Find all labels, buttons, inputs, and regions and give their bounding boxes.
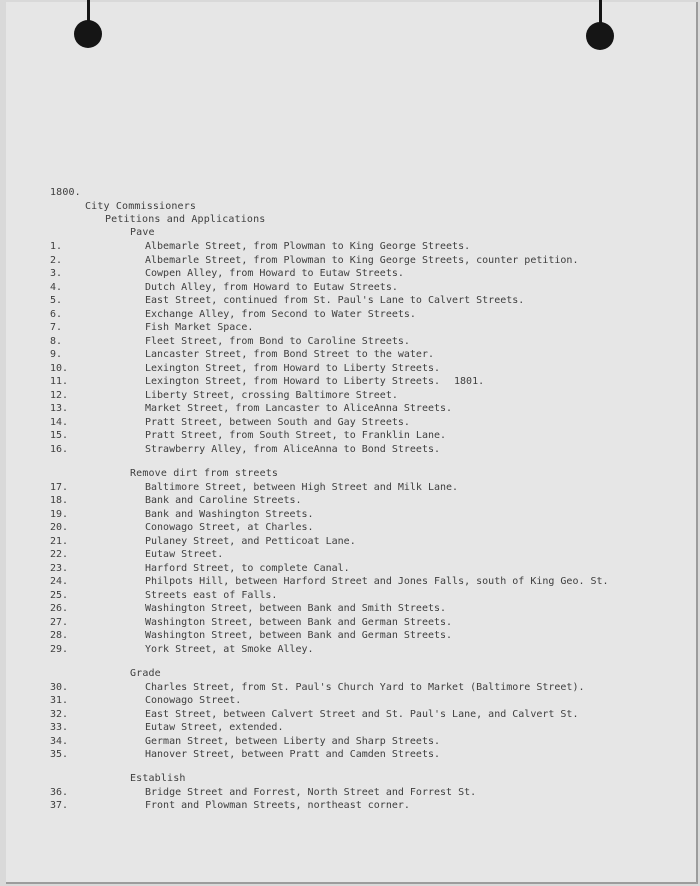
section-title-pave: Pave — [130, 227, 155, 238]
item-text: Pratt Street, from South Street, to Franklin Lane. — [145, 430, 447, 441]
section-title-remove-dirt: Remove dirt from streets — [130, 468, 279, 479]
item-text: Albemarle Street, from Plowman to King George Streets. — [145, 241, 471, 252]
item-text: York Street, at Smoke Alley. — [145, 644, 314, 655]
item-text: Harford Street, to complete Canal. — [145, 563, 350, 574]
item-number: 7. — [50, 322, 63, 333]
item-number: 14. — [50, 417, 69, 428]
item-text-with-note — [145, 375, 484, 388]
item-number: 20. — [50, 522, 69, 533]
item-text: Cowpen Alley, from Howard to Eutaw Streets. — [145, 268, 404, 279]
item-number: 13. — [50, 403, 69, 414]
document-year: 1800. — [50, 187, 81, 198]
document-heading: City Commissioners — [85, 201, 197, 212]
item-text: Lexington Street, from Howard to Liberty Streets. — [145, 363, 441, 374]
item-text: Washington Street, between Bank and German Streets. — [145, 630, 453, 641]
item-text: Streets east of Falls. — [145, 590, 278, 601]
item-text: East Street, between Calvert Street and St. Paul's Lane, and Calvert St. — [145, 709, 579, 720]
item-text: Liberty Street, crossing Baltimore Street. — [145, 390, 398, 401]
item-number: 37. — [50, 800, 69, 811]
item-number: 25. — [50, 590, 69, 601]
item-text: Exchange Alley, from Second to Water Streets. — [145, 309, 416, 320]
item-number: 6. — [50, 309, 63, 320]
item-number: 1. — [50, 241, 63, 252]
item-text: Pulaney Street, and Petticoat Lane. — [145, 536, 356, 547]
item-text: Dutch Alley, from Howard to Eutaw Streets. — [145, 282, 398, 293]
item-text: East Street, continued from St. Paul's Lane to Calvert Streets. — [145, 295, 525, 306]
item-text: Eutaw Street. — [145, 549, 224, 560]
item-text: Pratt Street, between South and Gay Streets. — [145, 417, 410, 428]
item-number: 5. — [50, 295, 63, 306]
punch-hole-left — [74, 20, 102, 48]
item-number: 27. — [50, 617, 69, 628]
section-title-establish: Establish — [130, 773, 186, 784]
item-number: 21. — [50, 536, 69, 547]
item-number: 23. — [50, 563, 69, 574]
item-number: 17. — [50, 482, 69, 493]
item-text: Albemarle Street, from Plowman to King George Streets, counter petition. — [145, 255, 579, 266]
section-title-grade: Grade — [130, 668, 161, 679]
item-number: 35. — [50, 749, 69, 760]
item-number: 28. — [50, 630, 69, 641]
item-number: 11. — [50, 376, 69, 387]
item-year-note: 1801. — [454, 376, 485, 387]
item-number: 18. — [50, 495, 69, 506]
item-number: 22. — [50, 549, 69, 560]
item-text: Washington Street, between Bank and German Streets. — [145, 617, 453, 628]
item-text: German Street, between Liberty and Sharp Streets. — [145, 736, 441, 747]
item-text: Philpots Hill, between Harford Street and Jones Falls, south of King Geo. St. — [145, 576, 609, 587]
item-text: Conowago Street. — [145, 695, 242, 706]
item-text: Fleet Street, from Bond to Caroline Streets. — [145, 336, 410, 347]
item-text: Eutaw Street, extended. — [145, 722, 284, 733]
item-text: Conowago Street, at Charles. — [145, 522, 314, 533]
item-text: Market Street, from Lancaster to AliceAnna Streets. — [145, 403, 453, 414]
item-text: Bridge Street and Forrest, North Street and Forrest St. — [145, 787, 477, 798]
item-text: Baltimore Street, between High Street and Milk Lane. — [145, 482, 459, 493]
item-number: 3. — [50, 268, 63, 279]
item-text: Charles Street, from St. Paul's Church Yard to Market (Baltimore Street). — [145, 682, 585, 693]
item-number: 24. — [50, 576, 69, 587]
item-text: Front and Plowman Streets, northeast corner. — [145, 800, 410, 811]
document-subheading: Petitions and Applications — [105, 214, 266, 225]
item-text: Fish Market Space. — [145, 322, 254, 333]
item-text: Lexington Street, from Howard to Liberty Streets. — [145, 376, 441, 387]
item-number: 8. — [50, 336, 63, 347]
item-text: Washington Street, between Bank and Smith Streets. — [145, 603, 447, 614]
item-text: Strawberry Alley, from AliceAnna to Bond Streets. — [145, 444, 441, 455]
item-number: 2. — [50, 255, 63, 266]
item-number: 34. — [50, 736, 69, 747]
item-number: 36. — [50, 787, 69, 798]
item-number: 12. — [50, 390, 69, 401]
item-number: 26. — [50, 603, 69, 614]
item-number: 32. — [50, 709, 69, 720]
item-number: 16. — [50, 444, 69, 455]
item-text: Hanover Street, between Pratt and Camden Streets. — [145, 749, 441, 760]
item-number: 30. — [50, 682, 69, 693]
item-number: 31. — [50, 695, 69, 706]
item-number: 10. — [50, 363, 69, 374]
item-number: 4. — [50, 282, 63, 293]
item-text: Bank and Caroline Streets. — [145, 495, 302, 506]
item-number: 29. — [50, 644, 69, 655]
item-number: 19. — [50, 509, 69, 520]
item-number: 9. — [50, 349, 63, 360]
punch-hole-right — [586, 22, 614, 50]
item-number: 33. — [50, 722, 69, 733]
item-text: Lancaster Street, from Bond Street to the water. — [145, 349, 434, 360]
item-text: Bank and Washington Streets. — [145, 509, 314, 520]
item-number: 15. — [50, 430, 69, 441]
